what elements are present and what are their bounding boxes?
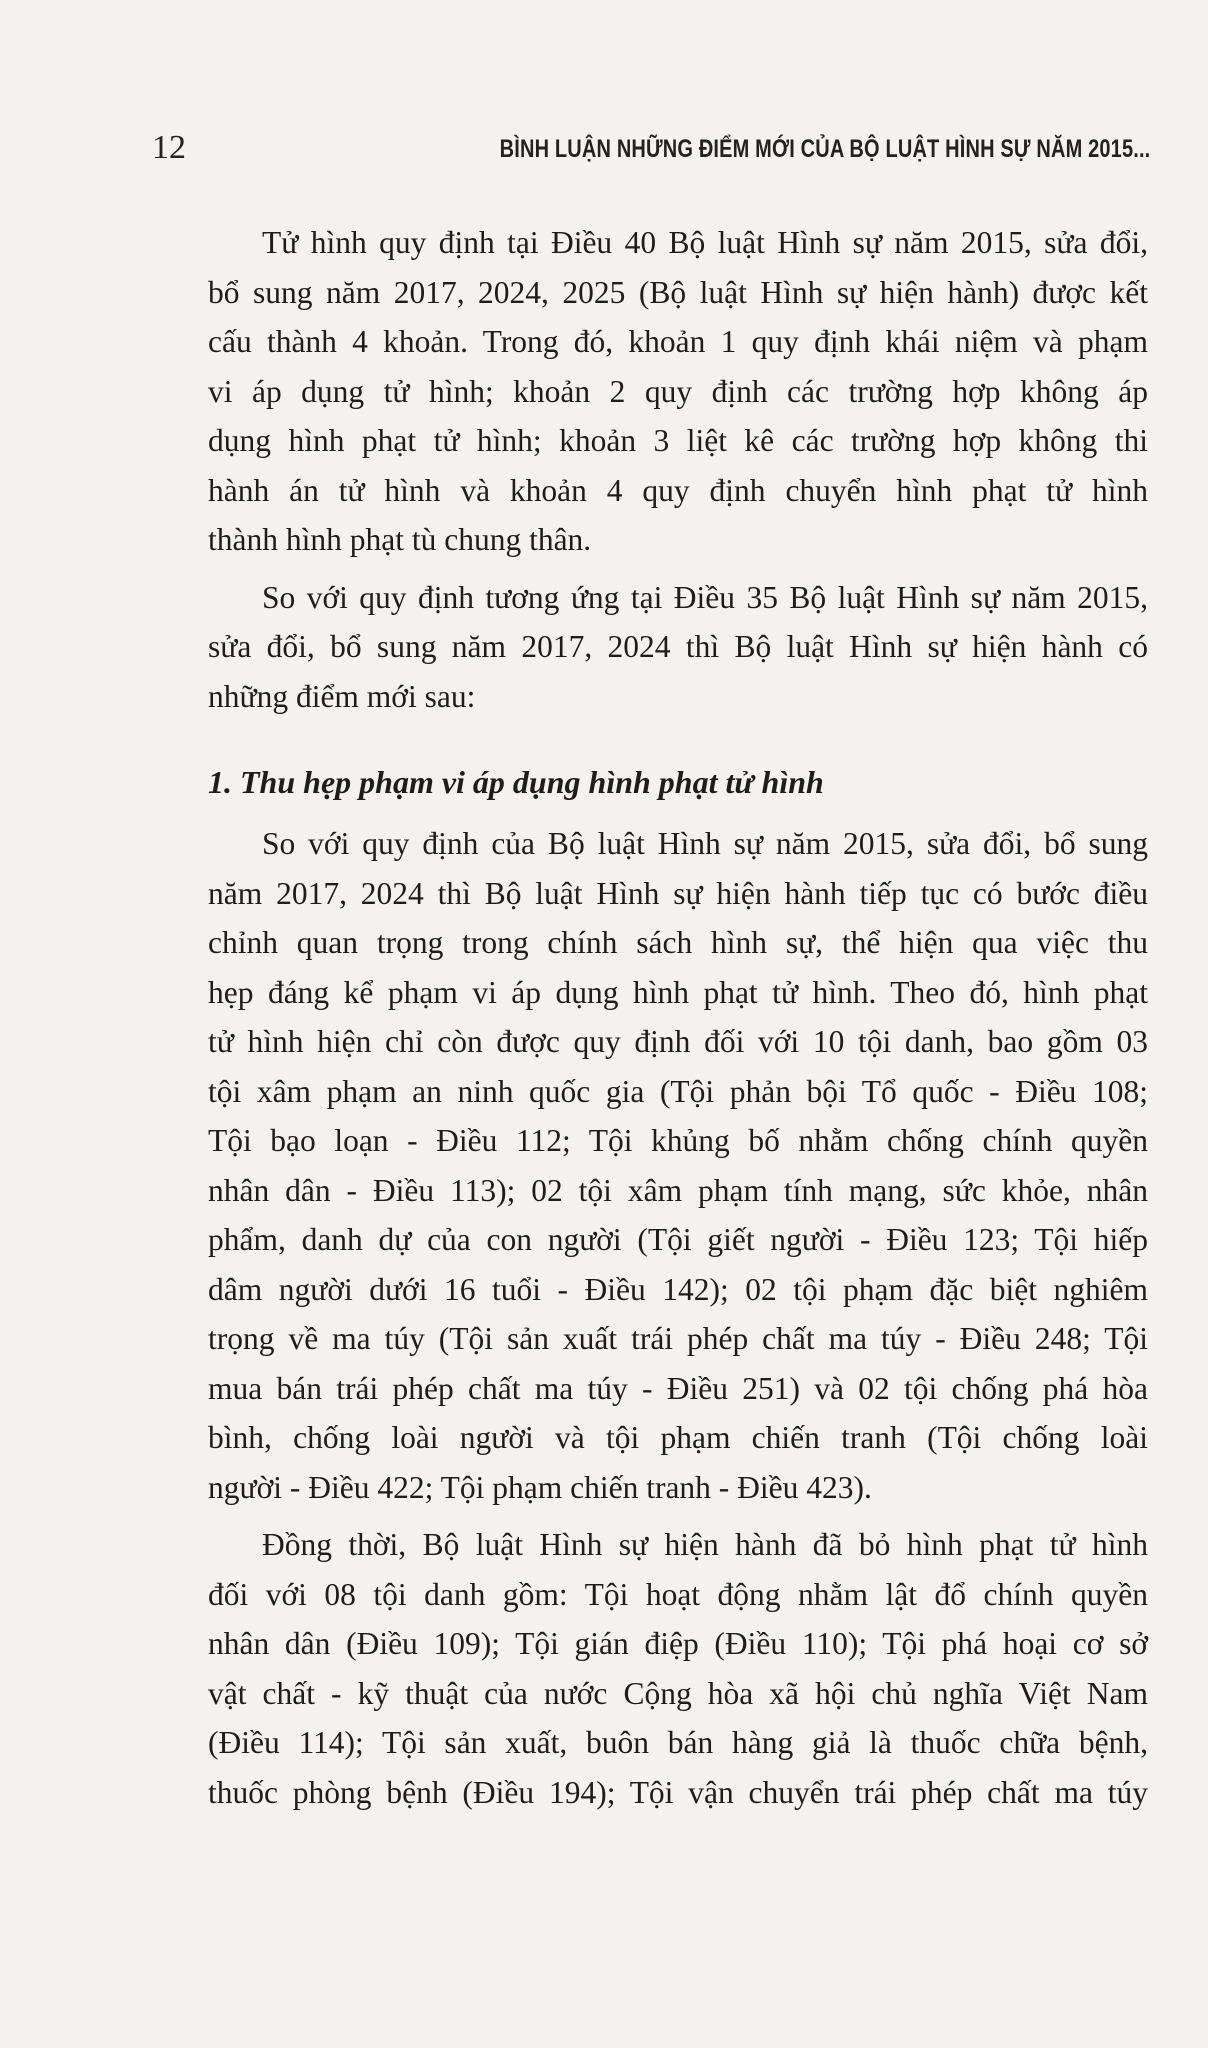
- page-header: [152, 128, 1150, 170]
- text-line: cấu thành 4 khoản. Trong đó, khoản 1 quy định khái niệm và phạm: [208, 324, 1148, 359]
- paragraph-3: [208, 819, 1148, 1512]
- paragraph-2: [208, 573, 1148, 722]
- text-line: năm 2017, 2024 thì Bộ luật Hình sự hiện hành tiếp tục có bước điều: [208, 875, 1148, 911]
- text-line: thành hình phạt tù chung thân.: [208, 522, 592, 557]
- text-line: những điểm mới sau:: [208, 678, 476, 714]
- page-number: 12: [152, 129, 186, 166]
- text-line: Đồng thời, Bộ luật Hình sự hiện hành đã bỏ hình phạt tử hình: [262, 1527, 1148, 1562]
- text-line: So với quy định của Bộ luật Hình sự năm 2015, sửa đổi, bổ sung: [262, 826, 1148, 861]
- text-line: hẹp đáng kể phạm vi áp dụng hình phạt tử hình. Theo đó, hình phạt: [208, 974, 1148, 1010]
- page-body: [208, 218, 1148, 1820]
- text-line: phẩm, danh dự của con người (Tội giết người - Điều 123; Tội hiếp: [208, 1222, 1148, 1257]
- text-line: nhân dân - Điều 113); 02 tội xâm phạm tính mạng, sức khỏe, nhân: [208, 1172, 1148, 1208]
- text-line: sửa đổi, bổ sung năm 2017, 2024 thì Bộ luật Hình sự hiện hành có: [208, 629, 1148, 664]
- paragraph-4: [208, 1520, 1148, 1817]
- text-line: mua bán trái phép chất ma túy - Điều 251) và 02 tội chống phá hòa: [208, 1370, 1148, 1406]
- text-line: bình, chống loài người và tội phạm chiến tranh (Tội chống loài: [208, 1420, 1148, 1455]
- text-line: đối với 08 tội danh gồm: Tội hoạt động nhằm lật đổ chính quyền: [208, 1576, 1148, 1612]
- text-line: nhân dân (Điều 109); Tội gián điệp (Điều 110); Tội phá hoại cơ sở: [208, 1626, 1148, 1661]
- text-line: Tử hình quy định tại Điều 40 Bộ luật Hình sự năm 2015, sửa đổi,: [262, 225, 1148, 260]
- text-line: bổ sung năm 2017, 2024, 2025 (Bộ luật Hình sự hiện hành) được kết: [208, 274, 1148, 310]
- section-heading: [208, 757, 1148, 807]
- text-line: dâm người dưới 16 tuổi - Điều 142); 02 tội phạm đặc biệt nghiêm: [208, 1271, 1148, 1307]
- text-line: vật chất - kỹ thuật của nước Cộng hòa xã hội chủ nghĩa Việt Nam: [208, 1675, 1148, 1711]
- text-line: tử hình hiện chỉ còn được quy định đối với 10 tội danh, bao gồm 03: [208, 1024, 1148, 1059]
- text-line: dụng hình phạt tử hình; khoản 3 liệt kê các trường hợp không thi: [208, 423, 1148, 458]
- text-line: trọng về ma túy (Tội sản xuất trái phép chất ma túy - Điều 248; Tội: [208, 1321, 1148, 1356]
- text-line: người - Điều 422; Tội phạm chiến tranh - Điều 423).: [208, 1469, 872, 1505]
- paragraph-1: [208, 218, 1148, 565]
- running-title: BÌNH LUẬN NHỮNG ĐIỂM MỚI CỦA BỘ LUẬT HÌNH SỰ NĂM 2015...: [499, 135, 1150, 163]
- text-line: hành án tử hình và khoản 4 quy định chuyển hình phạt tử hình: [208, 472, 1148, 508]
- text-line: thuốc phòng bệnh (Điều 194); Tội vận chuyển trái phép chất ma túy: [208, 1774, 1148, 1810]
- text-line: (Điều 114); Tội sản xuất, buôn bán hàng giả là thuốc chữa bệnh,: [208, 1725, 1148, 1760]
- text-line: Tội bạo loạn - Điều 112; Tội khủng bố nhằm chống chính quyền: [208, 1123, 1148, 1158]
- text-line: tội xâm phạm an ninh quốc gia (Tội phản bội Tổ quốc - Điều 108;: [208, 1073, 1148, 1109]
- text-line: vi áp dụng tử hình; khoản 2 quy định các trường hợp không áp: [208, 373, 1148, 409]
- text-line: chỉnh quan trọng trong chính sách hình sự, thể hiện qua việc thu: [208, 925, 1148, 960]
- section-heading-text: 1. Thu hẹp phạm vi áp dụng hình phạt tử hình: [208, 764, 824, 800]
- text-line: So với quy định tương ứng tại Điều 35 Bộ luật Hình sự năm 2015,: [262, 579, 1148, 615]
